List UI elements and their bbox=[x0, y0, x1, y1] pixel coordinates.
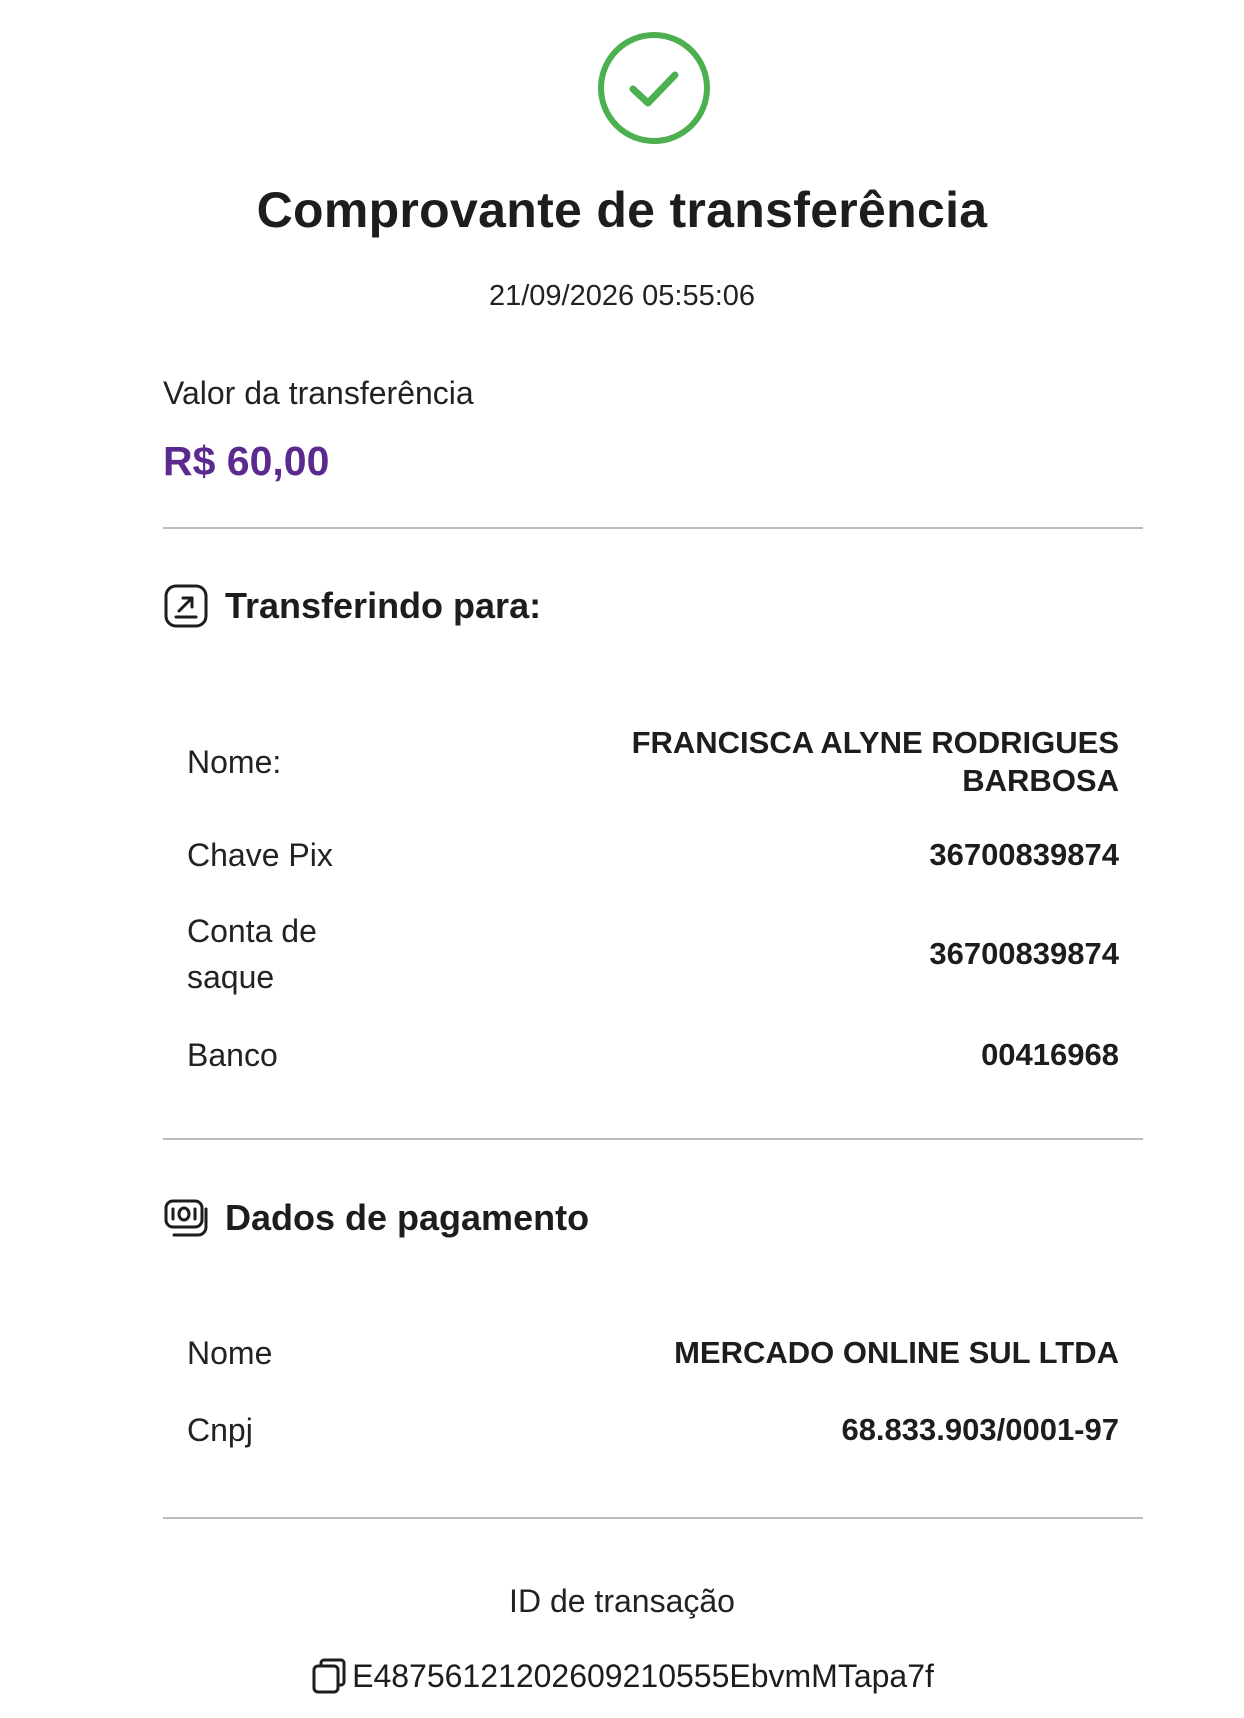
row-value: 36700839874 bbox=[929, 837, 1119, 872]
amount-label: Valor da transferência bbox=[163, 375, 474, 411]
recipient-row-name bbox=[187, 724, 1119, 800]
row-label: Nome: bbox=[187, 744, 282, 780]
money-icon bbox=[163, 1195, 209, 1241]
payment-section-title: Dados de pagamento bbox=[225, 1197, 590, 1238]
payment-row-cnpj bbox=[187, 1407, 1119, 1453]
recipient-section-title: Transferindo para: bbox=[225, 585, 542, 626]
amount-value: R$ 60,00 bbox=[163, 438, 330, 484]
transfer-timestamp: 21/09/2026 05:55:06 bbox=[488, 280, 756, 312]
page-title: Comprovante de transferência bbox=[256, 182, 988, 238]
recipient-section-header bbox=[163, 582, 541, 630]
row-label: Nome bbox=[187, 1335, 273, 1371]
row-value: 68.833.903/0001-97 bbox=[841, 1412, 1119, 1447]
row-value: 36700839874 bbox=[929, 936, 1119, 971]
copy-icon[interactable] bbox=[310, 1656, 348, 1696]
row-label: Banco bbox=[187, 1037, 278, 1073]
recipient-row-account bbox=[187, 908, 1119, 1000]
recipient-row-bank bbox=[187, 1032, 1119, 1078]
divider bbox=[163, 1138, 1143, 1140]
row-label: Cnpj bbox=[187, 1412, 253, 1448]
row-value: FRANCISCA ALYNE RODRIGUES BARBOSA bbox=[631, 725, 1119, 798]
transaction-id-row[interactable] bbox=[0, 1656, 1244, 1696]
payment-section-header bbox=[163, 1194, 589, 1242]
row-value: 00416968 bbox=[981, 1037, 1119, 1072]
row-value: MERCADO ONLINE SUL LTDA bbox=[674, 1335, 1119, 1370]
row-label: Chave Pix bbox=[187, 837, 333, 873]
payment-row-name bbox=[187, 1330, 1119, 1376]
transfer-arrow-icon bbox=[163, 583, 209, 629]
row-label: Conta de saque bbox=[187, 913, 317, 995]
check-circle-icon bbox=[597, 31, 711, 145]
transaction-id-label: ID de transação bbox=[509, 1583, 735, 1619]
divider bbox=[163, 527, 1143, 529]
divider bbox=[163, 1517, 1143, 1519]
recipient-row-pix-key bbox=[187, 832, 1119, 878]
transaction-id-value: E48756121202609210555EbvmMTapa7f bbox=[352, 1658, 934, 1694]
